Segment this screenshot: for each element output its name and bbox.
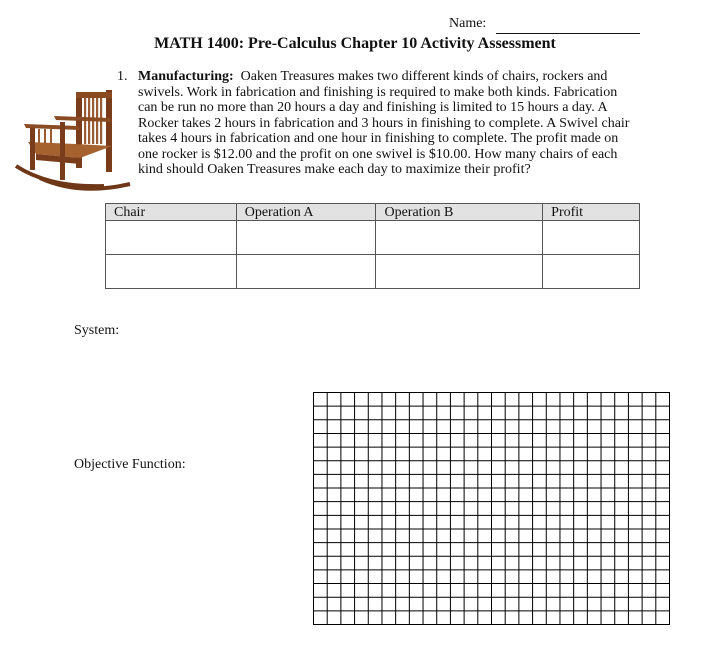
- problem-topic: Manufacturing:: [138, 69, 234, 84]
- table-cell[interactable]: [236, 221, 376, 255]
- rocking-chair-image: [10, 86, 136, 202]
- table-cell[interactable]: [236, 255, 376, 289]
- header-operation-b: Operation B: [376, 204, 543, 221]
- table-cell[interactable]: [106, 221, 237, 255]
- objective-function-label: Objective Function:: [74, 457, 186, 472]
- problem-body: Oaken Treasures makes two different kinds of chairs, rockers and swivels. Work in fabrication and finishing is required to make both kinds. Fabrication can be run no more than 20 hours a day and finishing is limited to 15 hours a day. A Rocker takes 2 hours in fabrication and 3 hours in finishing to complete. A Swivel chair takes 4 hours in fabrication and one hour in finishing to complete. The profit made on one rocker is $12.00 and the profit on one swivel is $10.00. How many chairs of each kind should Oaken Treasures make each day to maximize their profit?: [138, 69, 630, 177]
- table-row: [106, 221, 640, 255]
- table-cell[interactable]: [106, 255, 237, 289]
- name-label: Name:: [449, 16, 487, 31]
- table-cell[interactable]: [543, 255, 640, 289]
- problem-number: 1.: [117, 69, 128, 84]
- table-header-row: [106, 204, 640, 221]
- page-title: MATH 1400: Pre-Calculus Chapter 10 Activity Assessment: [154, 35, 556, 52]
- problem-statement: [138, 69, 632, 178]
- header-profit: Profit: [543, 204, 640, 221]
- table-cell[interactable]: [376, 221, 543, 255]
- table-cell[interactable]: [543, 221, 640, 255]
- system-label: System:: [74, 323, 120, 338]
- header-operation-a: Operation A: [236, 204, 376, 221]
- table-row: [106, 255, 640, 289]
- graph-paper-grid[interactable]: [313, 392, 670, 625]
- chair-data-table: [105, 203, 640, 289]
- table-cell[interactable]: [376, 255, 543, 289]
- header-chair: Chair: [106, 204, 237, 221]
